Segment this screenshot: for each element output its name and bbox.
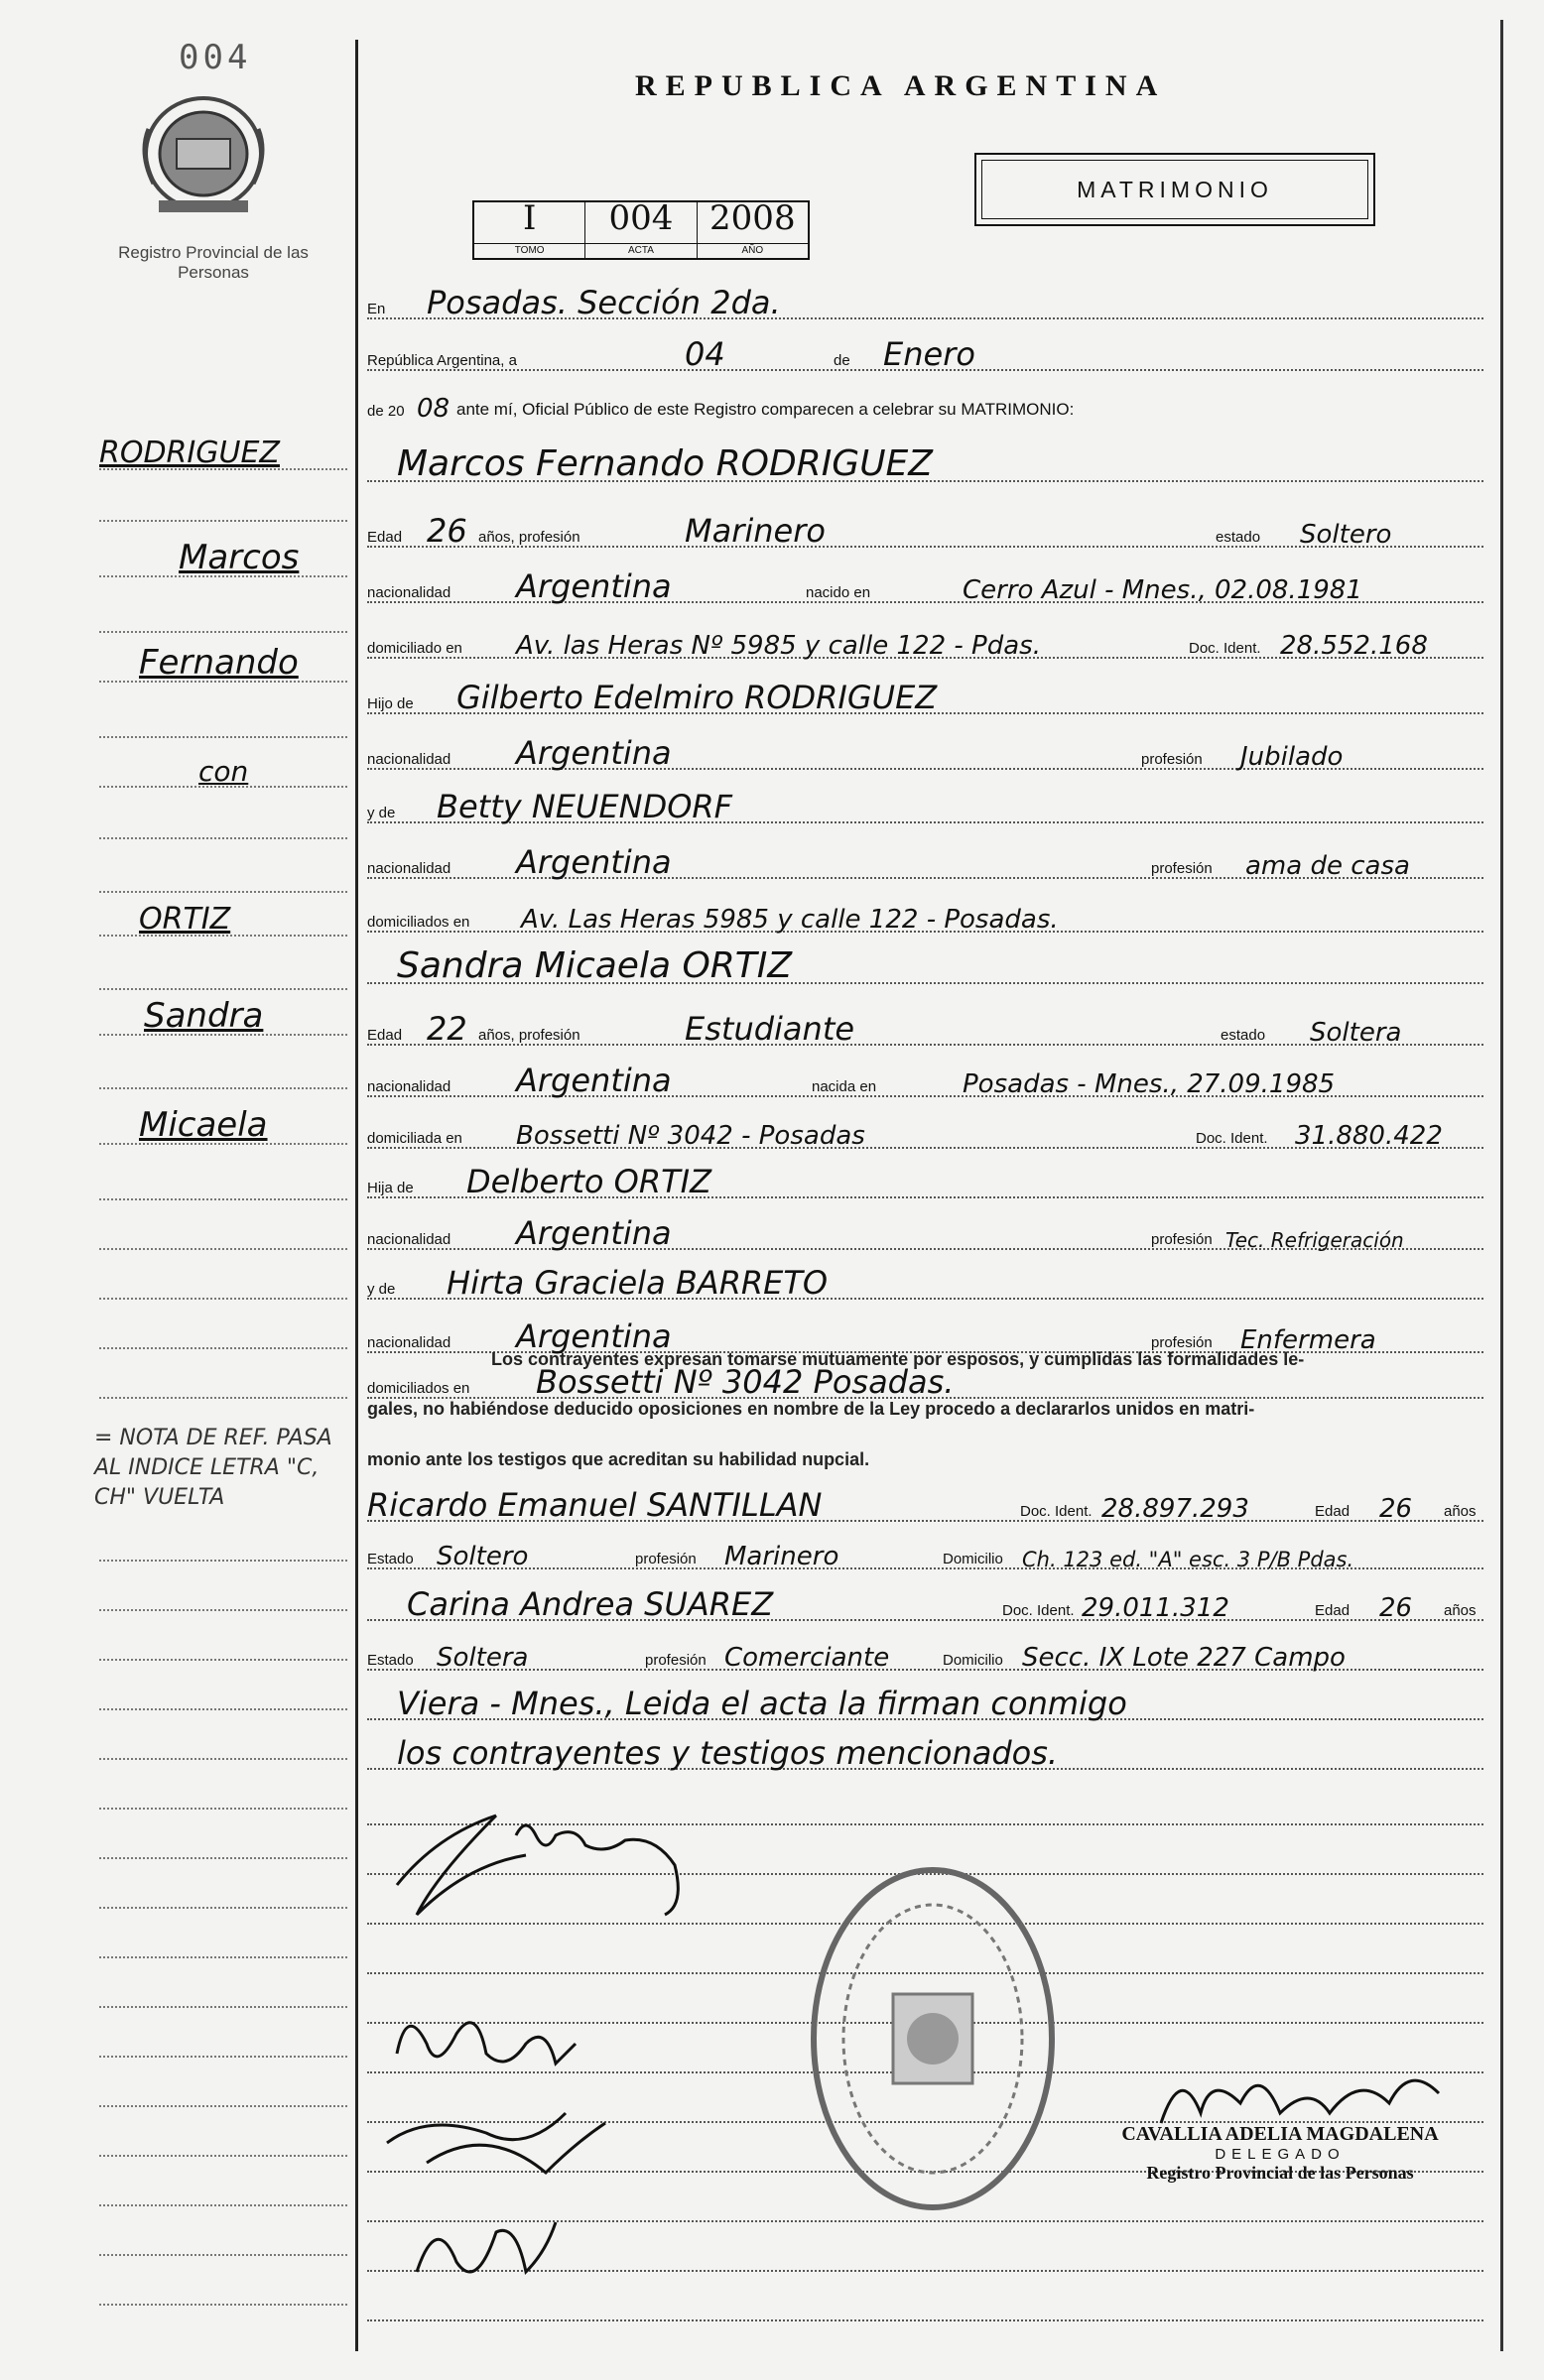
witness2-profession: Comerciante — [724, 1643, 890, 1673]
label-en: En — [367, 301, 386, 317]
row-closing-2 — [367, 1730, 1483, 1774]
witness2-name: Carina Andrea SUAREZ — [407, 1585, 774, 1623]
label-edad: Edad — [367, 1027, 403, 1044]
row-closing-1 — [367, 1681, 1483, 1724]
reference-note: = NOTA DE REF. PASA AL INDICE LETRA "C, CH" VUELTA — [94, 1426, 332, 1510]
label-estado: Estado — [367, 1652, 414, 1669]
tomo-label: TOMO — [474, 243, 584, 258]
label-nacido-en: nacido en — [806, 584, 871, 601]
groom-address: Av. las Heras Nº 5985 y calle 122 - Pdas. — [516, 631, 1041, 661]
official-registry: Registro Provincial de las Personas — [1146, 2163, 1414, 2183]
ano-label: AÑO — [698, 243, 808, 258]
tomo-acta-ano-box — [472, 200, 810, 260]
bride-father: Delberto ORTIZ — [466, 1163, 711, 1200]
label-hija-de: Hija de — [367, 1180, 414, 1196]
row-bride-name — [367, 939, 1483, 988]
left-empty — [99, 1825, 347, 1865]
record-type-box — [974, 153, 1375, 226]
statement-line-3: monio ante los testigos que acreditan su habilidad nupcial. — [367, 1449, 870, 1469]
left-empty — [99, 2123, 347, 2163]
left-given-1b: Fernando — [99, 649, 347, 689]
registry-name-left: Registro Provincial de las Personas — [118, 243, 309, 282]
label-anos: años — [1444, 1503, 1477, 1520]
bride-birth: Posadas - Mnes., 27.09.1985 — [963, 1069, 1336, 1099]
bride-father-profession: Tec. Refrigeración — [1225, 1228, 1404, 1252]
official-stamp-icon — [804, 1855, 1062, 2222]
left-empty — [99, 2173, 347, 2212]
statement-line-2: gales, no habiéndose deducido oposiciones en nombre de la Ley procedo a declararlos unidos en matri- — [367, 1399, 1255, 1419]
row-bride-nationality — [367, 1058, 1483, 1101]
label-domiciliados-en: domiciliados en — [367, 1380, 470, 1397]
bride-father-nationality: Argentina — [516, 1214, 672, 1252]
groom-mother-nationality: Argentina — [516, 843, 672, 881]
left-empty — [99, 1315, 347, 1355]
label-hijo-de: Hijo de — [367, 695, 414, 712]
acta-label: ACTA — [585, 243, 696, 258]
groom-mother-profession: ama de casa — [1245, 851, 1410, 881]
witness1-signature — [367, 2083, 625, 2192]
left-empty — [99, 956, 347, 996]
left-empty — [99, 1056, 347, 1095]
bride-mother: Hirta Graciela BARRETO — [447, 1264, 829, 1302]
right-margin-line — [1500, 20, 1503, 2351]
left-empty — [99, 1875, 347, 1915]
tomo-cell — [474, 198, 585, 258]
groom-signature — [377, 1796, 714, 1935]
row-groom-parents-address — [367, 893, 1483, 937]
bride-nationality: Argentina — [516, 1062, 672, 1099]
label-nacionalidad: nacionalidad — [367, 1078, 451, 1095]
groom-father: Gilberto Edelmiro RODRIGUEZ — [456, 679, 938, 716]
row-groom-nationality — [367, 564, 1483, 607]
witness1-doc: 28.897.293 — [1101, 1494, 1249, 1524]
label-de: de — [834, 352, 850, 369]
official-signer-block — [1101, 2123, 1459, 2184]
label-profesion: profesión — [645, 1652, 707, 1669]
left-empty — [99, 1167, 347, 1206]
left-empty — [99, 1677, 347, 1716]
left-given-1a: Marcos — [99, 544, 347, 583]
label-profesion: profesión — [1141, 751, 1203, 768]
bride-doc: 31.880.422 — [1295, 1121, 1443, 1151]
left-empty — [99, 2073, 347, 2113]
left-empty — [99, 1216, 347, 1256]
label-edad: Edad — [1315, 1503, 1351, 1520]
left-margin-line — [355, 40, 358, 2351]
groom-age: 26 — [427, 512, 467, 550]
row-witness1-name — [367, 1482, 1483, 1526]
witness1-status: Soltero — [437, 1542, 529, 1571]
label-estado: estado — [1221, 1027, 1266, 1044]
date-month: Enero — [883, 335, 975, 373]
label-edad: Edad — [1315, 1602, 1351, 1619]
left-empty — [99, 704, 347, 744]
closing-line-2: los contrayentes y testigos mencionados. — [397, 1734, 1059, 1772]
witness1-profession: Marinero — [724, 1542, 839, 1571]
label-doc-ident: Doc. Ident. — [1020, 1503, 1093, 1520]
row-groom-address — [367, 619, 1483, 663]
row-bride-father — [367, 1159, 1483, 1202]
row-groom-father — [367, 675, 1483, 718]
left-surname-1: RODRIGUEZ — [99, 437, 347, 476]
label-domicilio: Domicilio — [943, 1551, 1003, 1567]
witness2-age: 26 — [1379, 1593, 1413, 1623]
witness1-age: 26 — [1379, 1494, 1413, 1524]
row-witness2-details — [367, 1631, 1483, 1675]
row-bride-father-nat — [367, 1210, 1483, 1254]
ano-cell — [698, 198, 808, 258]
groom-parents-address: Av. Las Heras 5985 y calle 122 - Posadas. — [521, 905, 1059, 935]
bride-mother-nationality: Argentina — [516, 1317, 672, 1355]
groom-father-profession: Jubilado — [1240, 742, 1344, 772]
place-city: Posadas. Sección 2da. — [427, 284, 781, 321]
label-y-de: y de — [367, 805, 396, 821]
row-place — [367, 280, 1483, 323]
document-number: 004 — [179, 38, 252, 77]
label-doc-ident: Doc. Ident. — [1189, 640, 1261, 657]
date-day: 04 — [685, 335, 725, 373]
bride-profession: Estudiante — [685, 1010, 855, 1048]
groom-birth: Cerro Azul - Mnes., 02.08.1981 — [963, 575, 1362, 605]
label-profesion: profesión — [1151, 860, 1213, 877]
witness2-address: Secc. IX Lote 227 Campo — [1022, 1643, 1346, 1673]
bride-age: 22 — [427, 1010, 467, 1048]
ano-value: 2008 — [709, 198, 796, 238]
left-empty — [99, 599, 347, 639]
groom-father-nationality: Argentina — [516, 734, 672, 772]
left-empty — [99, 806, 347, 845]
date-year: 08 — [417, 394, 450, 424]
label-republica-a: República Argentina, a — [367, 352, 517, 369]
groom-status: Soltero — [1300, 520, 1392, 550]
label-domiciliados-en: domiciliados en — [367, 914, 470, 931]
label-anos-profesion: años, profesión — [478, 529, 580, 546]
left-surname-2: ORTIZ — [99, 903, 347, 942]
country-title: REPUBLICA ARGENTINA — [635, 69, 1167, 102]
row-groom-name — [367, 437, 1483, 486]
left-empty — [99, 2222, 347, 2262]
official-title: DELEGADO — [1215, 2146, 1346, 2163]
left-empty — [99, 1925, 347, 1964]
row-witness1-details — [367, 1530, 1483, 1573]
label-estado: Estado — [367, 1551, 414, 1567]
bride-signature — [377, 1984, 595, 2093]
bride-address: Bossetti Nº 3042 - Posadas — [516, 1121, 865, 1151]
bride-mother-profession: Enfermera — [1240, 1325, 1376, 1355]
witness2-status: Soltera — [437, 1643, 529, 1673]
left-empty — [99, 1266, 347, 1306]
bride-status: Soltera — [1310, 1018, 1402, 1048]
tomo-value: I — [522, 198, 537, 238]
official-name: CAVALLIA ADELIA MAGDALENA — [1121, 2123, 1439, 2145]
left-empty — [99, 488, 347, 528]
left-empty — [99, 1627, 347, 1667]
label-anos-profesion: años, profesión — [478, 1027, 580, 1044]
row-groom-mother — [367, 784, 1483, 827]
witness2-doc: 29.011.312 — [1082, 1593, 1229, 1623]
label-nacionalidad: nacionalidad — [367, 1334, 451, 1351]
label-nacionalidad: nacionalidad — [367, 1231, 451, 1248]
left-given-2b: Micaela — [99, 1111, 347, 1151]
row-bride-address — [367, 1109, 1483, 1153]
row-year — [367, 382, 1483, 426]
label-nacionalidad: nacionalidad — [367, 751, 451, 768]
groom-mother: Betty NEUENDORF — [437, 788, 733, 825]
bride-parents-address: Bossetti Nº 3042 Posadas. — [536, 1363, 955, 1401]
label-nacionalidad: nacionalidad — [367, 860, 451, 877]
row-date — [367, 331, 1483, 375]
provincial-seal-icon — [129, 89, 278, 218]
record-type: MATRIMONIO — [981, 160, 1368, 219]
left-empty — [99, 1365, 347, 1405]
left-empty — [99, 2024, 347, 2064]
label-nacionalidad: nacionalidad — [367, 584, 451, 601]
label-profesion: profesión — [635, 1551, 697, 1567]
label-estado: estado — [1216, 529, 1261, 546]
witness1-address: Ch. 123 ed. "A" esc. 3 P/B Pdas. — [1022, 1548, 1354, 1571]
label-nacida-en: nacida en — [812, 1078, 877, 1095]
left-empty — [99, 1528, 347, 1567]
groom-nationality: Argentina — [516, 567, 672, 605]
label-domicilio: Domicilio — [943, 1652, 1003, 1669]
groom-name: Marcos Fernando RODRIGUEZ — [397, 443, 933, 484]
left-empty — [99, 1726, 347, 1766]
closing-line-1: Viera - Mnes., Leida el acta la firman conmigo — [397, 1685, 1127, 1722]
label-edad: Edad — [367, 529, 403, 546]
label-y-de: y de — [367, 1281, 396, 1298]
acta-value: 004 — [608, 198, 674, 238]
label-doc-ident: Doc. Ident. — [1002, 1602, 1075, 1619]
row-groom-mother-nat — [367, 839, 1483, 883]
label-domiciliada-en: domiciliada en — [367, 1130, 462, 1147]
label-profesion: profesión — [1151, 1334, 1213, 1351]
row-groom-age — [367, 508, 1483, 552]
witness2-signature — [397, 2192, 576, 2302]
left-empty — [99, 1577, 347, 1617]
row-witness2-name — [367, 1581, 1483, 1625]
row-groom-father-nat — [367, 730, 1483, 774]
label-ante-mi: ante mí, Oficial Público de este Registro comparecen a celebrar su MATRIMONIO: — [456, 400, 1075, 419]
label-domiciliado-en: domiciliado en — [367, 640, 462, 657]
label-de-20: de 20 — [367, 403, 405, 420]
left-empty — [99, 1776, 347, 1816]
left-given-2a: Sandra — [99, 1002, 347, 1042]
left-empty — [99, 2272, 347, 2312]
bride-name: Sandra Micaela ORTIZ — [397, 945, 793, 986]
left-empty — [99, 1974, 347, 2014]
groom-profession: Marinero — [685, 512, 826, 550]
groom-doc: 28.552.168 — [1280, 631, 1428, 661]
label-doc-ident: Doc. Ident. — [1196, 1130, 1268, 1147]
acta-cell — [585, 198, 697, 258]
left-con: con — [99, 754, 347, 794]
label-anos: años — [1444, 1602, 1477, 1619]
left-empty — [99, 859, 347, 899]
statement-line-1: Los contrayentes expresan tomarse mutuamente por esposos, y cumplidas las formalidades le- — [491, 1349, 1305, 1369]
label-profesion: profesión — [1151, 1231, 1213, 1248]
witness1-name: Ricardo Emanuel SANTILLAN — [367, 1486, 823, 1524]
row-bride-age — [367, 1006, 1483, 1050]
row-bride-mother — [367, 1260, 1483, 1304]
